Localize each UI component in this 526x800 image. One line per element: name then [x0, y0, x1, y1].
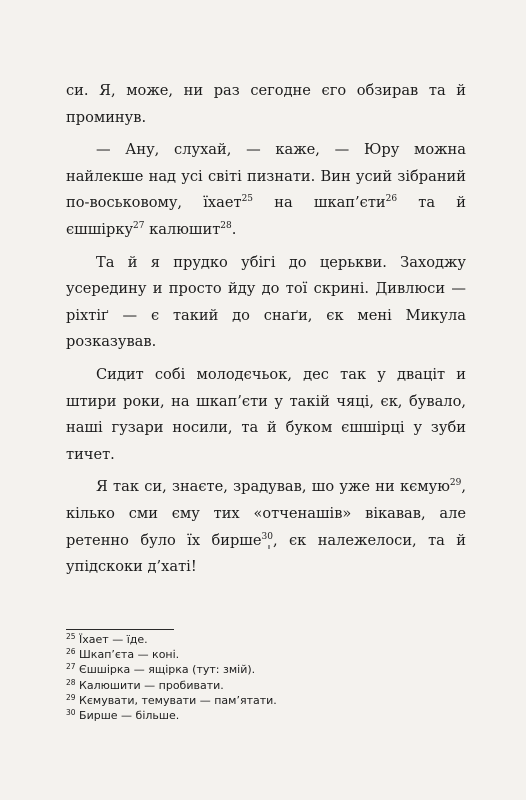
- footnote-number: 28: [66, 677, 76, 687]
- text-run: — Ану, слухай, — каже, — Юру можна найлекше над усі світі пизнати. Вин усий зібраний по-воськовому, їхает: [66, 141, 466, 212]
- text-run: Я так си, знаєте, зрадував, шо уже ни кємую: [96, 478, 450, 496]
- footnote-number: 27: [66, 662, 76, 672]
- footnote-number: 25: [66, 632, 76, 641]
- paragraph: [66, 137, 466, 243]
- text-run: , кілько сми єму тих «отченашів» вікавав, але ретенно було їх бирше: [66, 478, 466, 549]
- paragraph: [66, 362, 466, 468]
- footnote: [66, 708, 466, 723]
- text-run: на шкап’єти: [253, 194, 386, 212]
- footnotes: [66, 632, 466, 723]
- footnote-ref: 28: [220, 220, 232, 231]
- body-text: [66, 78, 466, 587]
- footnote-text: Кємувати, темувати — пам’ятати.: [79, 693, 277, 707]
- footnote-text: Калюшити — пробивати.: [79, 678, 224, 692]
- footnote: [66, 662, 466, 677]
- footnote-text: Бирше — більше.: [79, 709, 180, 723]
- footnote-text: Єшшірка — ящірка (тут: змій).: [79, 663, 256, 677]
- text-run: .: [231, 220, 237, 238]
- paragraph: [66, 474, 466, 580]
- footnote-ref: 30: [261, 531, 273, 542]
- footnote-ref: 27: [133, 220, 145, 231]
- footnote-number: 26: [66, 647, 76, 657]
- footnote-text: Шкап’єта — коні.: [79, 648, 180, 662]
- text-run: Та й я прудко убігі до церькви. Заходжу усередину и просто йду до тої скрині. Дивлюси — ріхтіґ — є такий до снаґи, єк мені Микула розказував.: [66, 253, 466, 351]
- footnote-rule: [66, 629, 174, 630]
- footnote-number: 30: [66, 708, 76, 718]
- paragraph: [66, 250, 466, 356]
- footnote-ref: 25: [241, 194, 254, 205]
- text-run: та й єшшірку: [66, 194, 467, 238]
- footnote-ref: 29: [449, 478, 462, 489]
- footnote: [66, 647, 466, 662]
- footnote-text: Їхает — їде.: [79, 633, 148, 646]
- footnote-ref: 26: [385, 194, 398, 205]
- text-run: си. Я, може, ни раз сегодне єго обзирав та й проминув.: [66, 82, 466, 126]
- text-run: Сидит собі молодєчьок, дес так у дваціт и штири роки, на шкап’єти у такій чяці, єк, бувало, наші гузари носили, та й буком єшшірці у зуби тичет.: [66, 365, 466, 463]
- footnote: [66, 693, 466, 708]
- text-run: калюшит: [144, 220, 221, 238]
- footnote: [66, 678, 466, 693]
- footnote-number: 29: [66, 692, 76, 702]
- footnote: [66, 632, 466, 647]
- text-run: , єк належелоси, та й упідскоки д’хаті!: [66, 531, 466, 576]
- print-speck: [268, 545, 270, 549]
- paragraph: [66, 78, 466, 131]
